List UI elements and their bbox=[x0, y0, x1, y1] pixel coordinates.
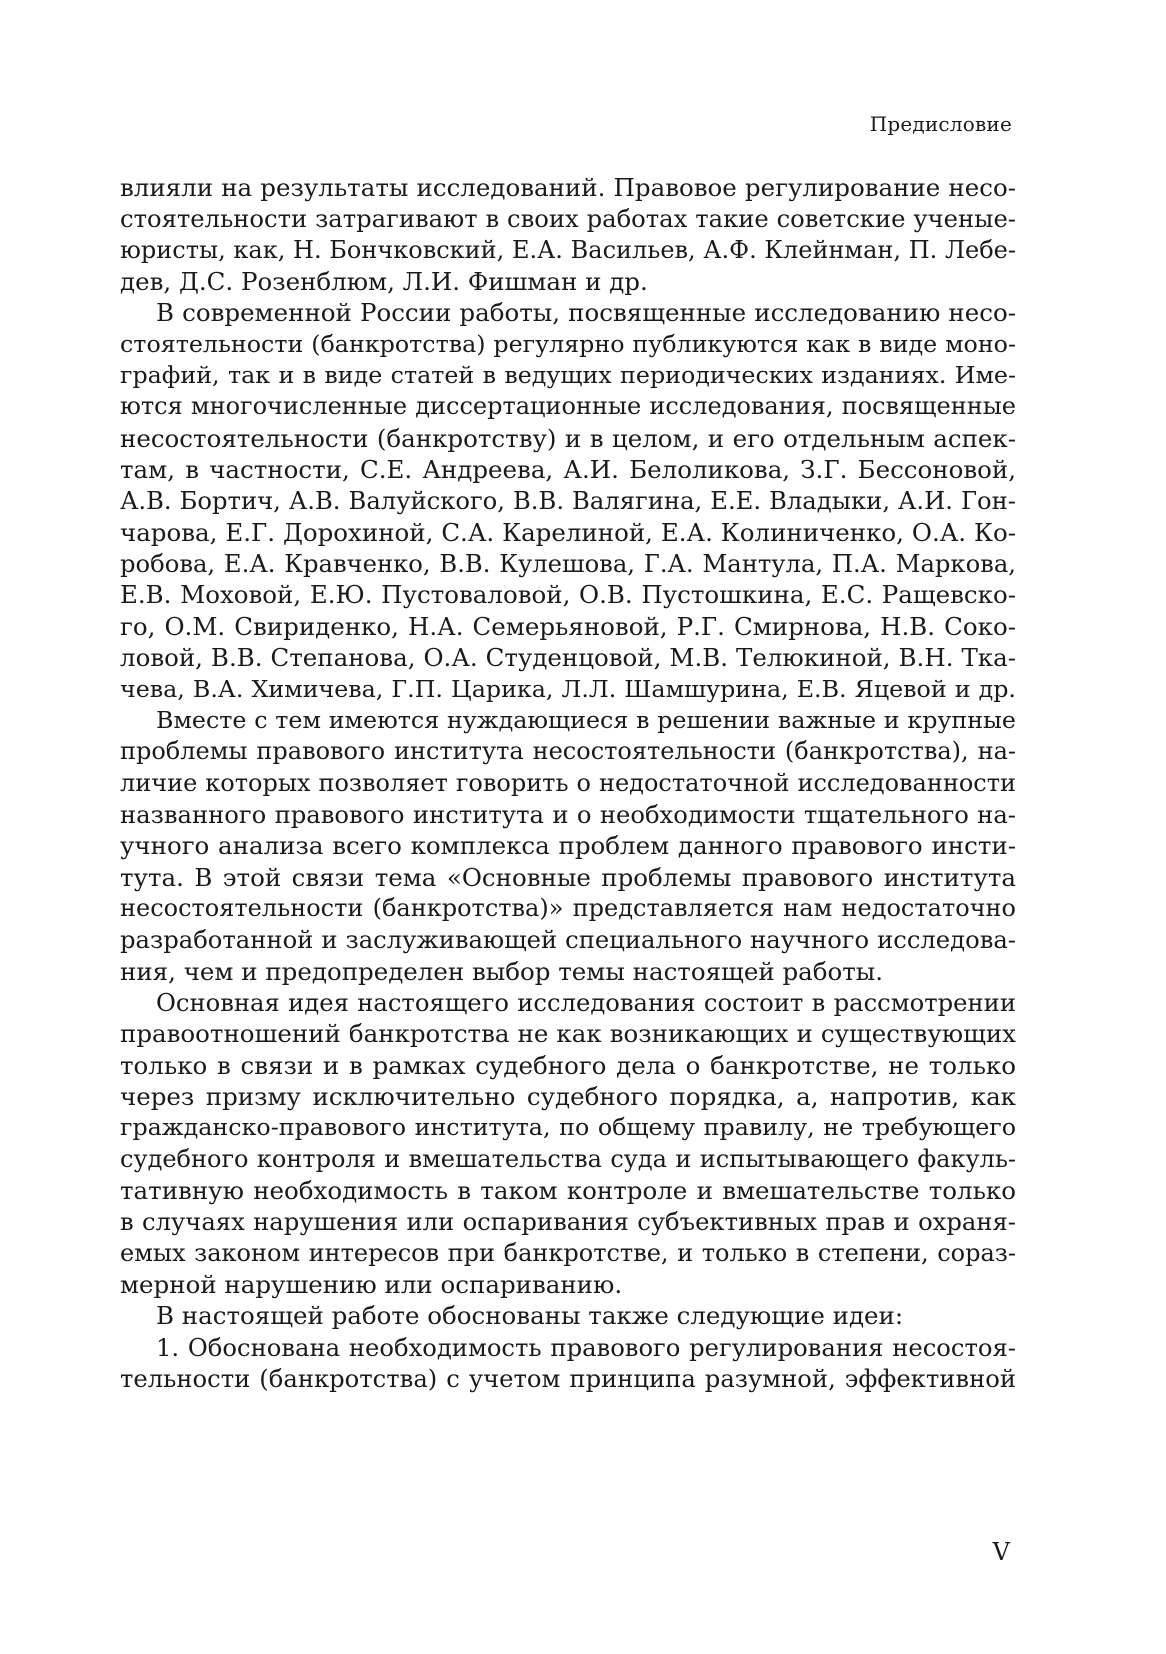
text-line: А.В. Бортич, А.В. Валуйского, В.В. Валягина, Е.Е. Владыки, А.И. Гон- bbox=[120, 486, 1016, 516]
text-line: дев, Д.С. Розенблюм, Л.И. Фишман и др. bbox=[120, 267, 648, 297]
running-header-title: Предисловие bbox=[869, 112, 1012, 136]
text-line: В настоящей работе обоснованы также следующие идеи: bbox=[156, 1301, 904, 1331]
text-line: Вместе с тем имеются нуждающиеся в решении важные и крупные bbox=[156, 705, 1016, 734]
text-line: влияли на результаты исследований. Правовое регулирование несо- bbox=[120, 173, 1016, 202]
text-line: 1. Обоснована необходимость правового регулирования несостоя- bbox=[156, 1332, 1016, 1362]
text-line: В современной России работы, посвященные исследованию несо- bbox=[156, 298, 1016, 328]
text-line: Основная идея настоящего исследования состоит в рассмотрении bbox=[156, 987, 1016, 1017]
text-line: ются многочисленные диссертационные исследования, посвященные bbox=[120, 392, 1016, 421]
text-line: го, О.М. Свириденко, Н.А. Семерьяновой, Р.Г. Смирнова, Н.В. Соко- bbox=[120, 611, 1016, 641]
text-line: личие которых позволяет говорить о недостаточной исследованности bbox=[120, 768, 1016, 797]
text-line: стоятельности (банкротства) регулярно публикуются как в виде моно- bbox=[120, 329, 1016, 358]
text-line: правоотношений банкротства не как возникающих и существующих bbox=[120, 1019, 1016, 1049]
text-line: стоятельности затрагивают в своих работах такие советские ученые- bbox=[120, 204, 1016, 234]
text-line: гражданско-правового института, по общему правилу, не требующего bbox=[120, 1113, 1016, 1142]
text-line: чева, В.А. Химичева, Г.П. Царика, Л.Л. Шамшурина, Е.В. Яцевой и др. bbox=[120, 674, 1016, 703]
text-line: несостоятельности (банкротства)» представляется нам недостаточно bbox=[120, 893, 1016, 922]
text-line: Е.В. Моховой, Е.Ю. Пустоваловой, О.В. Пустошкина, Е.С. Ращевско- bbox=[120, 580, 1016, 610]
text-line: тута. В этой связи тема «Основные проблемы правового института bbox=[120, 862, 1016, 892]
text-line: мерной нарушению или оспариванию. bbox=[120, 1270, 623, 1300]
text-line: тативную необходимость в таком контроле и вмешательстве только bbox=[120, 1176, 1016, 1205]
page-body-text bbox=[120, 172, 1016, 1394]
text-line: тельности (банкротства) с учетом принципа разумной, эффективной bbox=[120, 1364, 1016, 1394]
text-line: судебного контроля и вмешательства суда и испытывающего факуль- bbox=[120, 1144, 1016, 1173]
text-line: учного анализа всего комплекса проблем данного правового инсти- bbox=[120, 831, 1016, 861]
text-line: юристы, как, Н. Бончковский, Е.А. Васильев, А.Ф. Клейнман, П. Лебе- bbox=[120, 235, 1016, 264]
text-line: чарова, Е.Г. Дорохиной, С.А. Карелиной, Е.А. Колиниченко, О.А. Ко- bbox=[120, 517, 1016, 547]
text-line: разработанной и заслуживающей специального научного исследова- bbox=[120, 925, 1016, 955]
text-line: ловой, В.В. Степанова, О.А. Студенцовой, М.В. Телюкиной, В.Н. Тка- bbox=[120, 643, 1016, 673]
text-line: проблемы правового института несостоятельности (банкротства), на- bbox=[120, 737, 1016, 766]
text-line: в случаях нарушения или оспаривания субъективных прав и охраня- bbox=[120, 1207, 1016, 1237]
text-line: несостоятельности (банкротству) и в целом, и его отдельным аспек- bbox=[120, 423, 1016, 453]
text-line: только в связи и в рамках судебного дела о банкротстве, не только bbox=[120, 1050, 1016, 1080]
text-line: ния, чем и предопределен выбор темы настоящей работы. bbox=[120, 956, 884, 986]
text-line: емых законом интересов при банкротстве, и только в степени, сораз- bbox=[120, 1238, 1016, 1267]
text-line: графий, так и в виде статей в ведущих периодических изданиях. Име- bbox=[120, 361, 1016, 390]
text-line: через призму исключительно судебного порядка, а, напротив, как bbox=[120, 1081, 1016, 1111]
page-number: V bbox=[992, 1538, 1010, 1566]
text-line: робова, Е.А. Кравченко, В.В. Кулешова, Г.А. Мантула, П.А. Маркова, bbox=[120, 549, 1016, 579]
text-line: там, в частности, С.Е. Андреева, А.И. Белоликова, З.Г. Бессоновой, bbox=[120, 455, 1016, 485]
text-line: названного правового института и о необходимости тщательного на- bbox=[120, 799, 1016, 829]
